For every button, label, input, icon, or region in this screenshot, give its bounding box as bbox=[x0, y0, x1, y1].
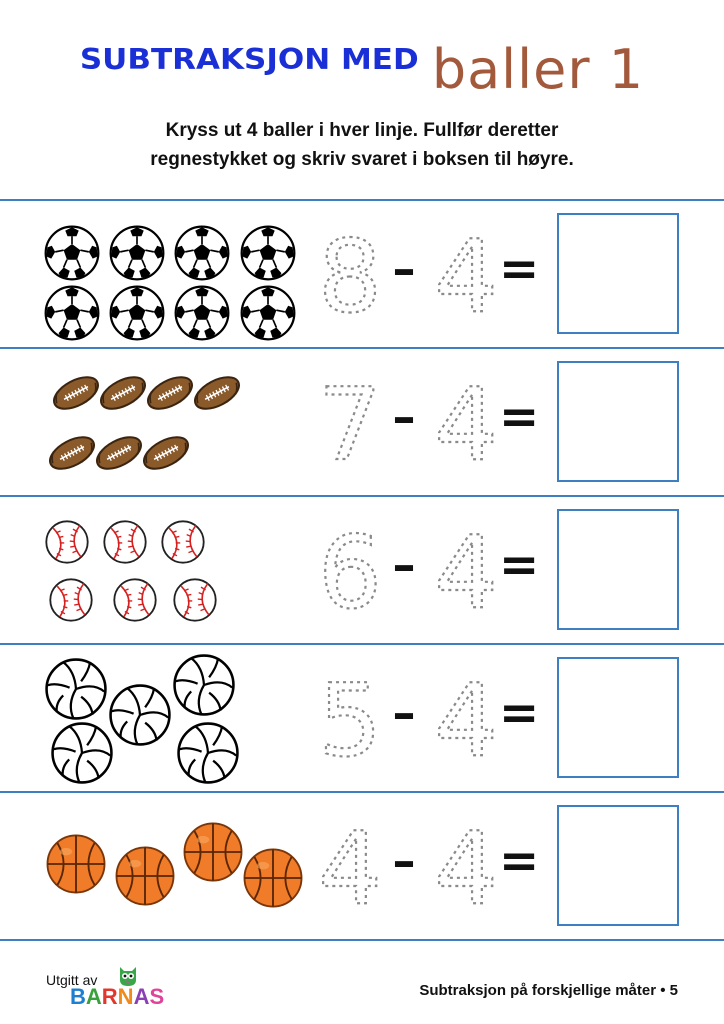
brand-letter: R bbox=[101, 984, 118, 1009]
american-football-icon[interactable] bbox=[97, 373, 149, 413]
soccer-ball-icon[interactable] bbox=[174, 285, 230, 341]
volleyball-icon[interactable] bbox=[44, 657, 108, 721]
soccer-ball-icon[interactable] bbox=[109, 225, 165, 281]
soccer-ball-icon[interactable] bbox=[240, 285, 296, 341]
divider-line bbox=[0, 939, 724, 941]
volleyball-icon[interactable] bbox=[176, 721, 240, 785]
soccer-ball-icon[interactable] bbox=[109, 285, 165, 341]
page-footer-label: Subtraksjon på forskjellige måter • 5 bbox=[419, 982, 678, 999]
equation bbox=[315, 201, 545, 347]
dotted-number-4 bbox=[431, 367, 501, 477]
dotted-number-7 bbox=[315, 367, 385, 477]
equation bbox=[315, 645, 545, 791]
baseball-icon[interactable] bbox=[112, 577, 158, 623]
answer-box[interactable] bbox=[557, 805, 679, 926]
basketball-icon[interactable] bbox=[182, 821, 244, 883]
american-football-icon[interactable] bbox=[46, 433, 98, 473]
instructions bbox=[0, 116, 724, 174]
instructions-line2: regnestykket og skriv svaret i boksen til høyre. bbox=[150, 149, 574, 170]
svg-text:4: 4 bbox=[434, 515, 498, 625]
exercise-row-3 bbox=[0, 497, 724, 643]
american-football-icon[interactable] bbox=[93, 433, 145, 473]
minus-sign: – bbox=[392, 390, 416, 444]
equation bbox=[315, 793, 545, 939]
dotted-number-4 bbox=[431, 811, 501, 921]
equation bbox=[315, 497, 545, 643]
dotted-number-4 bbox=[431, 663, 501, 773]
exercise-row-2 bbox=[0, 349, 724, 495]
basketball-icon[interactable] bbox=[45, 833, 107, 895]
equals-sign: = bbox=[499, 241, 540, 297]
american-football-icon[interactable] bbox=[50, 373, 102, 413]
answer-box[interactable] bbox=[557, 509, 679, 630]
volleyball-icon[interactable] bbox=[50, 721, 114, 785]
ball-group-baseball bbox=[0, 497, 320, 643]
svg-text:8: 8 bbox=[318, 219, 382, 329]
american-football-icon[interactable] bbox=[140, 433, 192, 473]
basketball-icon[interactable] bbox=[114, 845, 176, 907]
dotted-number-6 bbox=[315, 515, 385, 625]
dotted-number-4 bbox=[431, 515, 501, 625]
minus-sign: – bbox=[392, 686, 416, 740]
minus-sign: – bbox=[392, 538, 416, 592]
svg-text:4: 4 bbox=[434, 219, 498, 329]
exercise-row-4 bbox=[0, 645, 724, 791]
publisher-brand bbox=[70, 984, 164, 1010]
soccer-ball-icon[interactable] bbox=[44, 285, 100, 341]
publisher-logo[interactable] bbox=[46, 970, 186, 1010]
brand-letter: N bbox=[117, 984, 134, 1009]
soccer-ball-icon[interactable] bbox=[44, 225, 100, 281]
baseball-icon[interactable] bbox=[102, 519, 148, 565]
ball-group-soccer bbox=[0, 201, 320, 347]
svg-text:5: 5 bbox=[318, 663, 382, 773]
ball-group-basketball bbox=[0, 793, 320, 939]
soccer-ball-icon[interactable] bbox=[174, 225, 230, 281]
baseball-icon[interactable] bbox=[48, 577, 94, 623]
minus-sign: – bbox=[392, 242, 416, 296]
exercise-row-5 bbox=[0, 793, 724, 939]
dotted-number-4 bbox=[431, 219, 501, 329]
worksheet-title bbox=[0, 38, 724, 101]
baseball-icon[interactable] bbox=[172, 577, 218, 623]
title-part1: SUBTRAKSJON MED bbox=[79, 43, 419, 77]
american-football-icon[interactable] bbox=[191, 373, 243, 413]
publisher-label: Utgitt av bbox=[46, 972, 98, 988]
svg-text:4: 4 bbox=[434, 663, 498, 773]
answer-box[interactable] bbox=[557, 657, 679, 778]
dotted-number-8 bbox=[315, 219, 385, 329]
basketball-icon[interactable] bbox=[242, 847, 304, 909]
brand-letter: B bbox=[70, 984, 86, 1009]
svg-text:4: 4 bbox=[434, 367, 498, 477]
brand-letter: S bbox=[149, 984, 165, 1009]
dotted-number-5 bbox=[315, 663, 385, 773]
american-football-icon[interactable] bbox=[144, 373, 196, 413]
brand-letter: A bbox=[133, 984, 150, 1009]
equals-sign: = bbox=[499, 685, 540, 741]
svg-text:6: 6 bbox=[318, 515, 382, 625]
answer-box[interactable] bbox=[557, 361, 679, 482]
ball-group-american-football bbox=[0, 349, 320, 495]
volleyball-icon[interactable] bbox=[172, 653, 236, 717]
svg-text:4: 4 bbox=[318, 811, 382, 921]
exercise-row-1 bbox=[0, 201, 724, 347]
equals-sign: = bbox=[499, 833, 540, 889]
title-part2: baller 1 bbox=[431, 38, 645, 101]
brand-letter: A bbox=[85, 984, 102, 1009]
baseball-icon[interactable] bbox=[160, 519, 206, 565]
volleyball-icon[interactable] bbox=[108, 683, 172, 747]
baseball-icon[interactable] bbox=[44, 519, 90, 565]
minus-sign: – bbox=[392, 834, 416, 888]
soccer-ball-icon[interactable] bbox=[240, 225, 296, 281]
svg-text:7: 7 bbox=[318, 367, 382, 477]
equals-sign: = bbox=[499, 389, 540, 445]
answer-box[interactable] bbox=[557, 213, 679, 334]
instructions-line1: Kryss ut 4 baller i hver linje. Fullfør deretter bbox=[165, 120, 559, 141]
equation bbox=[315, 349, 545, 495]
svg-text:4: 4 bbox=[434, 811, 498, 921]
dotted-number-4 bbox=[315, 811, 385, 921]
ball-group-volleyball bbox=[0, 645, 320, 791]
equals-sign: = bbox=[499, 537, 540, 593]
